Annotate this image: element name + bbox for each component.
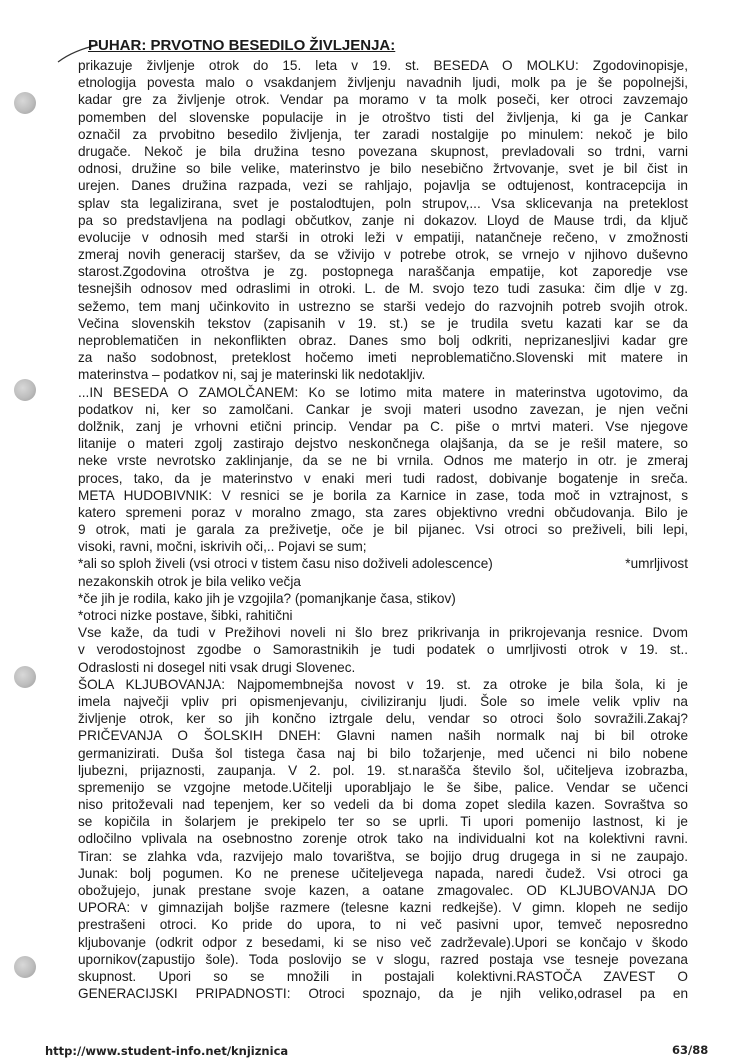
text-line: kljubovanje (odkrit odpor z besedami, ki se niso več zadrževale).Upori se končajo v škodo — [78, 934, 688, 950]
punch-hole — [14, 379, 36, 401]
text-line: splav sta legalizirana, svet je postalodtujen, poln strupov,... Vsa sklicevanja na preteklost — [78, 195, 688, 211]
text-line: pomemben del slovenske populacije in je otroštvo tisti del življenja, ki ga je Cankar — [78, 109, 688, 125]
bullet-item: *umrljivost — [625, 556, 688, 572]
text-line: META HUDOBIVNIK: V resnici se je borila za Karnice in zase, toda moč in vztrajnost, s — [78, 487, 688, 503]
text-line: GENERACIJSKI PRIPADNOSTI: Otroci spoznajo, da je njih veliko,odrasel pa en — [78, 986, 688, 1002]
punch-hole — [14, 956, 36, 978]
text-line: zmeraj novih generacij staršev, da se vživijo v potrebe otrok, se vrnejo v njihovo duševno — [78, 247, 688, 263]
text-line: spremenijo se vzgojne metode.Učitelji uporabljajo le še šibe, palice. Vendar se učenci — [78, 779, 688, 795]
text-line: odnosi, družine so bile velike, materinstvo je bilo nesebično žrtvovanje, svet je bil čist in — [78, 161, 688, 177]
page-number: 63/88 — [672, 1043, 709, 1057]
bullet-item: *ali so sploh živeli (vsi otroci v tistem času niso doživeli adolescence) — [78, 556, 493, 572]
text-line: Odraslosti ni dosegel niti vsak drugi Slovenec. — [78, 659, 356, 675]
text-line: materinstva – podatkov ni, saj je materinski lik nedotakljiv. — [78, 367, 426, 383]
text-line: *otroci nizke postave, šibki, rahitični — [78, 608, 293, 623]
text-line: kadar gre za življenje otrok. Vendar pa moramo v ta molk poseči, ker otroci zavzemajo — [78, 92, 688, 108]
text-line: nezakonskih otrok je bila veliko večja — [78, 573, 301, 589]
text-line: pa so predstavljena na podlagi občutkov, zanje ni dokazov. Lloyd de Mause trdi, da ključ — [78, 212, 688, 228]
text-line — [78, 555, 688, 572]
text-line: etnologija povesta malo o vsakdanjem življenju navadnih ljudi, molk pa je še popolnejši, — [78, 75, 688, 91]
text-line: Junak: bolj pogumen. Ko ne prenese učiteljevega napada, naredi čudež. Vsi otroci ga — [78, 865, 688, 881]
text-line: upornikov(zapustijo šole). Toda poslovijo se v slogu, razred postaja vse tesneje povezana — [78, 951, 688, 967]
text-line: označil za prvobitno besedilo življenja, ter zaradi nostalgije po minulem: nekoč je bilo — [78, 126, 688, 142]
text-line: visoki, ravni, močni, iskrivih oči,.. Pojavi se sum; — [78, 539, 367, 555]
text-line: ljubezni, prijaznosti, zaupanja. V 2. pol. 19. st.narašča število šol, učiteljeva izobrazba, — [78, 762, 688, 778]
page-title: PUHAR: PRVOTNO BESEDILO ŽIVLJENJA: — [88, 37, 396, 54]
text-line: neke vrste nevrotsko zaklinjanje, da se ne bi vrnila. Odnos me materjo in otr. je zmeraj — [78, 453, 688, 469]
punch-hole — [14, 92, 36, 114]
text-line: germanizirati. Duša šol tistega časa naj bi bilo tožarjenje, med učenci ni bilo nobene — [78, 745, 688, 761]
text-line: niso pritoževali nad tepenjem, ker so vedeli da bi doma zopet sledila kazen. Sovraštva so — [78, 797, 688, 813]
text-line: obožujejo, junak prestane svoje kazen, a oatane zmagovalec. OD KLJUBOVANJA DO — [78, 883, 688, 898]
text-line: neproblematičen in nekonflikten obraz. Danes smo bolj odkriti, neprizanesljivi kadar gre — [78, 333, 688, 348]
footer-url: http://www.student-info.net/knjiznica — [45, 1044, 289, 1058]
text-line: sežemo, tem manj učinkovito in ustrezno se starši vedejo do razvojnih potreb svojih otrok. — [78, 298, 688, 314]
text-line: skupnost. Upori so se množili in postajali kolektivni.RASTOČA ZAVEST O — [78, 968, 688, 984]
text-line-split — [78, 555, 688, 572]
text-line: prikazuje življenje otrok do 15. leta v 19. st. BESEDA O MOLKU: Zgodovinopisje, — [78, 58, 688, 73]
text-line: Vse kaže, da tudi v Prežihovi noveli ni šlo brez prikrivanja in prikrojevanja resnice. Dvom — [78, 625, 688, 641]
text-line: ...IN BESEDA O ZAMOLČANEM: Ko se lotimo mita matere in materinstva ugotovimo, da — [78, 384, 688, 400]
text-line: dolžnik, zanj je vrhovni etični princip. Vendar pa C. piše o mrtvi materi. Vse njegove — [78, 418, 688, 434]
text-line: za našo sodobnost, preteklost hočemo imeti neproblematično.Slovenski mit matere in — [78, 350, 688, 366]
text-line: proces, tako, da je materinstvo v enaki meri tudi radost, dobivanje bogatenje in sreča. — [78, 470, 688, 486]
text-line: se kopičila in šolarjem je prekipelo ter so se uprli. Ti upori pomenijo lastnost, ki je — [78, 814, 688, 830]
text-line: podatkov ni, ker so zamolčani. Cankar je svoji materi usodno zavezan, je njen večni — [78, 401, 688, 417]
text-line: evolucije v odnosih med starši in otroki leži v empatiji, natančneje rečeno, v zmožnosti — [78, 229, 688, 245]
text-line: urejen. Danes družina razpada, vezi se rahljajo, pojavlja se odtujenost, kontracepcija in — [78, 178, 688, 194]
text-line: katero spremeni poraz v moralno zmago, sta zares objektivno vredni občudovanja. Bilo je — [78, 504, 688, 520]
text-line: v verodostojnost zgodbe o Samorastnikih je tudi podatek o umrljivosti otrok v 19. st.. — [78, 642, 688, 658]
text-line: PRIČEVANJA O ŠOLSKIH DNEH: Glavni namen naših normalk naj bi bil otroke — [78, 728, 688, 744]
text-line: 9 otrok, mati je garala za preživetje, oče je bil pijanec. Vsi otroci so preživeli, bili lepi, — [78, 522, 688, 538]
text-line: drugače. Nekoč je bila družina tesno povezana skupnost, prevladovali so trdni, varni — [78, 143, 688, 159]
text-line: ŠOLA KLJUBOVANJA: Najpomembnejša novost v 19. st. za otroke je bila šola, ki je — [78, 676, 688, 692]
text-line: prestrašeni otroci. Ko pride do upora, to ni več pasivni upor, temveč neposredno — [78, 917, 688, 933]
body-text — [78, 57, 688, 1002]
text-line: UPORA: v gimnazijah boljše razmere (telesne kazni redkejše). V gimn. klopeh ne sedijo — [78, 900, 688, 916]
text-line: Večina slovenskih tekstov (zapisanih v 19. st.) se je trudila svetu kazati kar se da — [78, 315, 688, 331]
text-line: *če jih je rodila, kako jih je vzgojila? (pomanjkanje časa, stikov) — [78, 590, 456, 606]
text-line: litanije o materi zgolj zastirajo dejstvo neskončnega olajšanja, da se je rešil matere, so — [78, 436, 688, 452]
text-line: tesnejših odnosov med odraslimi in otroki. L. de M. svojo tezo tudi zasuka: čim dlje v zg. — [78, 281, 688, 297]
text-line: imela največji vpliv pri opismenjevanju, civiliziranju ljudi. Šole so imele velik vpliv na — [78, 693, 688, 709]
text-line: odločilno vplivala na osebnostno zorenje otrok tako na individualni kot na kolektivni ravni. — [78, 831, 688, 847]
text-line: življenje otrok, ker so jih končno iztrgale delu, vendar so otroci šolo sovražili.Zakaj? — [78, 711, 688, 727]
text-line: starost.Zgodovina otroštva je zg. postopnega naraščanja empatije, kot zaporedje vse — [78, 264, 688, 280]
punch-hole — [14, 666, 36, 688]
text-line: Tiran: se zlahka vda, razvijejo malo tovarištva, se bojijo drug drugega in si ne zaupajo. — [78, 848, 688, 864]
